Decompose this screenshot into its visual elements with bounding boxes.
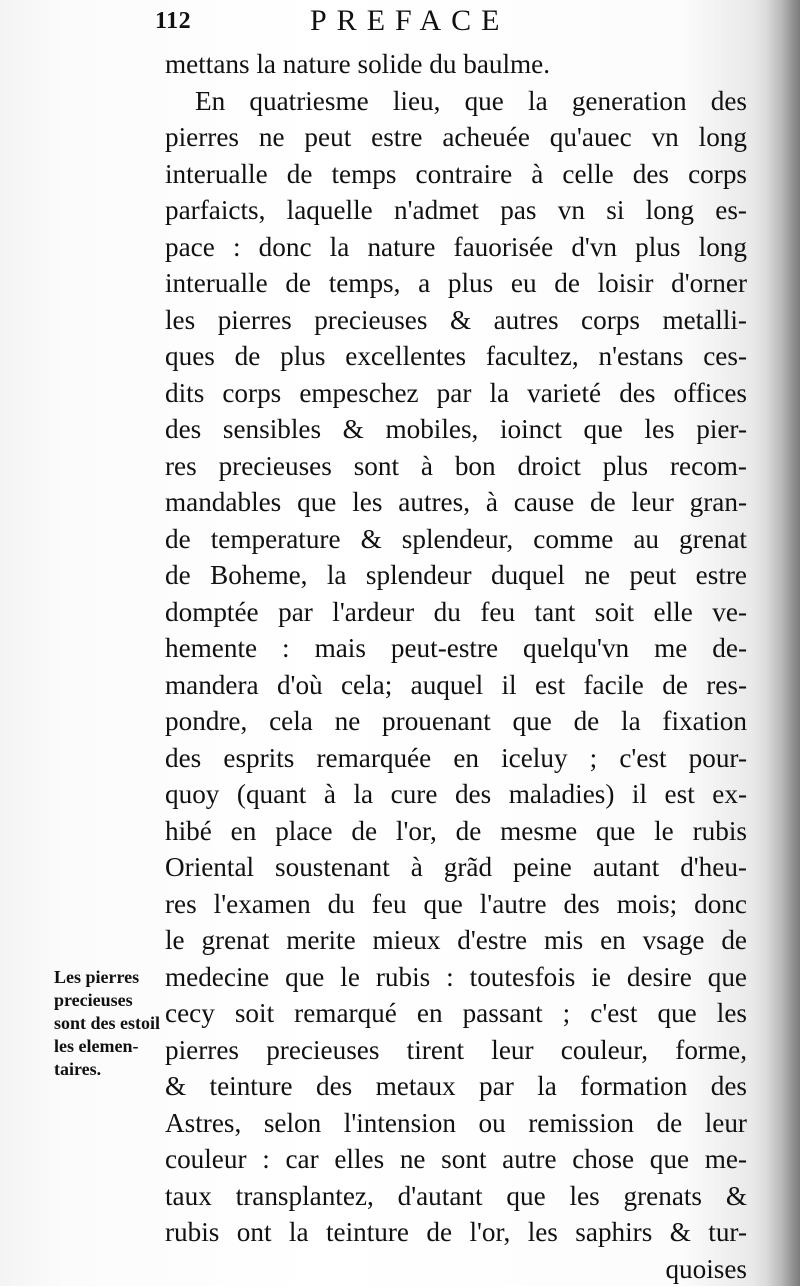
marginal-note <box>54 966 164 1081</box>
text-line: couleur : car elles ne sont autre chose que me- <box>165 1141 747 1178</box>
text-line: Astres, selon l'intension ou remission de leur <box>165 1105 747 1142</box>
marginal-note-line: Les pierres <box>54 966 164 989</box>
running-head: PREFACE <box>310 4 509 38</box>
text-line: & teinture des metaux par la formation des <box>165 1068 747 1105</box>
text-line: hibé en place de l'or, de mesme que le rubis <box>165 813 747 850</box>
text-line: de temperature & splendeur, comme au grenat <box>165 521 747 558</box>
text-line: res precieuses sont à bon droict plus recom- <box>165 448 747 485</box>
text-line: hemente : mais peut-estre quelqu'vn me de- <box>165 630 747 667</box>
catchword: quoises <box>165 1251 747 1287</box>
text-line: rubis ont la teinture de l'or, les saphirs & tur- <box>165 1214 747 1251</box>
text-line: taux transplantez, d'autant que les grenats & <box>165 1178 747 1215</box>
text-line: quoy (quant à la cure des maladies) il est ex- <box>165 776 747 813</box>
marginal-note-line: taires. <box>54 1058 164 1081</box>
text-line: parfaicts, laquelle n'admet pas vn si long es- <box>165 192 747 229</box>
text-line: ques de plus excellentes facultez, n'estans ces- <box>165 338 747 375</box>
text-line: En quatriesme lieu, que la generation des <box>165 83 747 120</box>
page-number: 112 <box>155 8 191 35</box>
marginal-note-line: sont des estoil <box>54 1012 164 1035</box>
text-line: pace : donc la nature fauorisée d'vn plus long <box>165 229 747 266</box>
text-line: medecine que le rubis : toutesfois ie desire que <box>165 959 747 996</box>
text-line: interualle de temps, a plus eu de loisir d'orner <box>165 265 747 302</box>
page-gutter-shadow <box>766 0 800 1286</box>
text-line: mandables que les autres, à cause de leur gran- <box>165 484 747 521</box>
text-line: pierres precieuses tirent leur couleur, forme, <box>165 1032 747 1069</box>
text-line: le grenat merite mieux d'estre mis en vsage de <box>165 922 747 959</box>
text-line: des sensibles & mobiles, ioinct que les pier- <box>165 411 747 448</box>
text-line: de Boheme, la splendeur duquel ne peut estre <box>165 557 747 594</box>
marginal-note-line: precieuses <box>54 989 164 1012</box>
text-line: Oriental soustenant à grãd peine autant d'heu- <box>165 849 747 886</box>
text-line: res l'examen du feu que l'autre des mois; donc <box>165 886 747 923</box>
text-line: mettans la nature solide du baulme. <box>165 46 747 83</box>
text-line: mandera d'où cela; auquel il est facile de res- <box>165 667 747 704</box>
text-line: des esprits remarquée en iceluy ; c'est pour- <box>165 740 747 777</box>
body-text <box>165 46 747 1287</box>
marginal-note-line: les elemen- <box>54 1035 164 1058</box>
text-line: domptée par l'ardeur du feu tant soit elle ve- <box>165 594 747 631</box>
text-line: pierres ne peut estre acheuée qu'auec vn long <box>165 119 747 156</box>
text-line: cecy soit remarqué en passant ; c'est que les <box>165 995 747 1032</box>
text-line: interualle de temps contraire à celle des corps <box>165 156 747 193</box>
text-line: pondre, cela ne prouenant que de la fixation <box>165 703 747 740</box>
text-line: dits corps empeschez par la varieté des offices <box>165 375 747 412</box>
text-line: les pierres precieuses & autres corps metalli- <box>165 302 747 339</box>
page-header <box>150 4 770 48</box>
